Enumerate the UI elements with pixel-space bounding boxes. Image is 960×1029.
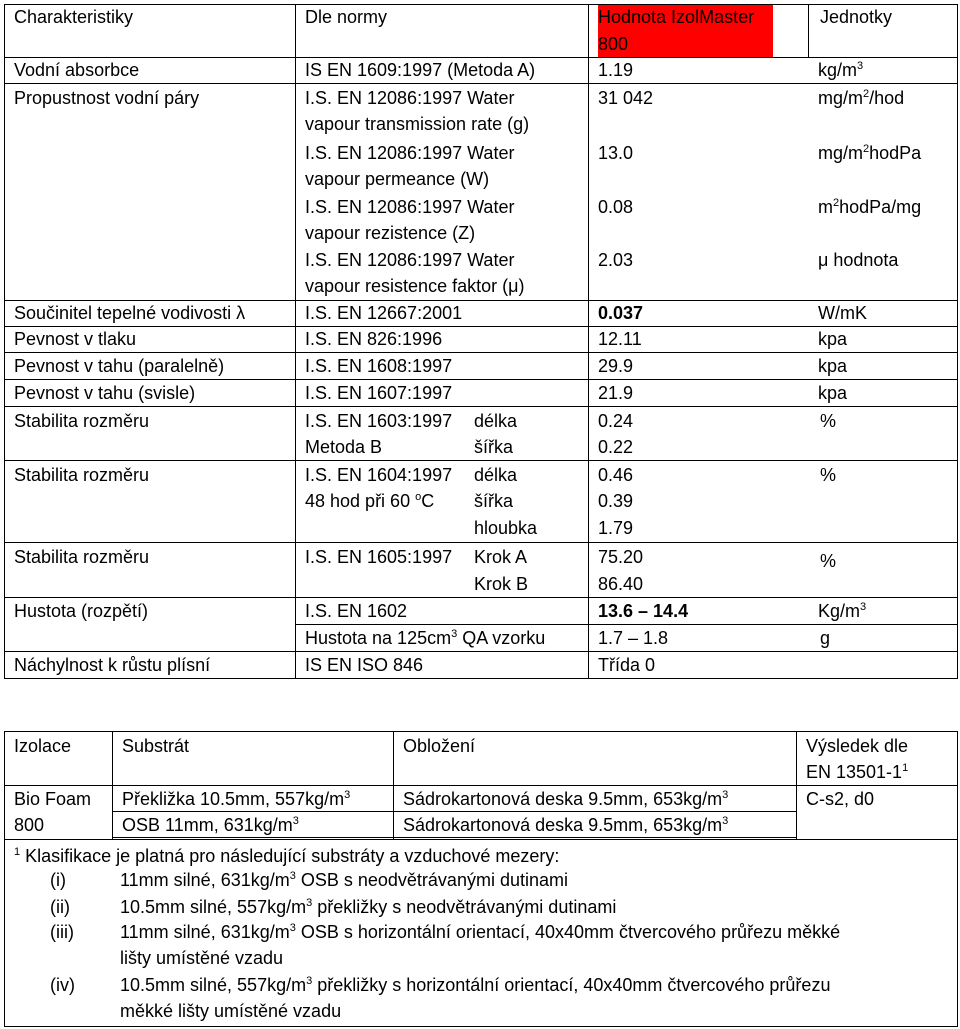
row-stability3-dim1: Krok A [474, 547, 528, 567]
row-density-qa-unit: g [820, 628, 831, 648]
row-thermal-norm: I.S. EN 12667:2001 [305, 303, 463, 323]
row-stability3-value2: 86.40 [598, 574, 644, 594]
row-density-qa-norm: Hustota na $125cm^3$ QA vzorku [305, 628, 546, 648]
row-stability1-dim1: délka [474, 411, 518, 431]
row-compressive-name: Pevnost v tlaku [14, 329, 137, 349]
vapour-row3-norm2: vapour rezistence (Z) [305, 223, 476, 243]
vapour-row1-norm: I.S. EN 12086:1997 Water [305, 88, 515, 108]
row-density-unit: $Kg/m^3$ [818, 601, 867, 621]
footnote-item-text: 10.5mm silné, $557kg/m^3$ překližky s neodvětrávanými dutinami [120, 897, 617, 917]
row-tensile-perp-norm: I.S. EN 1607:1997 [305, 383, 453, 403]
footnote-item-text-line2: měkké lišty umístěné vzadu [120, 1001, 342, 1021]
row-stability2-name: Stabilita rozměru [14, 465, 150, 485]
row-tensile-parallel-value: 29.9 [598, 356, 634, 376]
row-stability3-dim2: Krok B [474, 574, 529, 594]
vapour-row4-norm: I.S. EN 12086:1997 Water [305, 250, 515, 270]
footnote-item-num: (ii) [50, 897, 70, 917]
header-value-line2: 800 [598, 34, 629, 54]
row-stability2-value1: 0.46 [598, 465, 634, 485]
t2-row1-cladding: Sádrokartonová deska 9.5mm, $653kg/m^3$ [403, 789, 729, 809]
t2-header-cladding: Obložení [403, 736, 476, 756]
row-stability1-dim2: šířka [474, 437, 514, 457]
row-stability1-norm: I.S. EN 1603:1997 [305, 411, 453, 431]
row-tensile-parallel-unit: kpa [818, 356, 848, 376]
row-stability3-norm: I.S. EN 1605:1997 [305, 547, 453, 567]
row-water-absorption-norm: IS EN 1609:1997 (Metoda A) [305, 60, 536, 80]
row-stability2-value2: 0.39 [598, 491, 634, 511]
t2-header-substrate: Substrát [122, 736, 190, 756]
footnote-item-num: (iii) [50, 922, 74, 942]
row-thermal-unit: W/mK [818, 303, 867, 323]
vapour-row2-norm2: vapour permeance (W) [305, 169, 490, 189]
t2-header-result-line1: Výsledek dle [806, 736, 909, 756]
t2-result: C-s2, d0 [806, 789, 875, 809]
row-stability2-norm2: 48 hod při 60 $^o$C [305, 491, 435, 511]
row-density-value: 13.6 – 14.4 [598, 601, 689, 621]
row-stability2-dim3: hloubka [474, 518, 538, 538]
row-vapour-name: Propustnost vodní páry [14, 88, 200, 108]
vapour-row2-norm: I.S. EN 12086:1997 Water [305, 143, 515, 163]
footnote-item-text: 10.5mm silné, $557kg/m^3$ překližky s horizontální orientací, 40x40mm čtvercového průřezu [120, 975, 831, 995]
row-density-name: Hustota (rozpětí) [14, 601, 149, 621]
t2-row2-substrate: OSB 11mm, $631kg/m^3$ [122, 815, 299, 835]
footnote-intro: $^1$ Klasifikace je platná pro následující substráty a vzduchové mezery: [14, 846, 560, 866]
row-stability1-value1: 0.24 [598, 411, 634, 431]
vapour-row4-norm2: vapour resistence faktor (μ) [305, 276, 525, 296]
footnote-item-text-line2: lišty umístěné vzadu [120, 948, 284, 968]
row-density-qa-value: 1.7 – 1.8 [598, 628, 669, 648]
row-mould-norm: IS EN ISO 846 [305, 655, 424, 675]
t2-header-result-line2: EN $13501-1^1$ [806, 762, 909, 782]
row-water-absorption-value: 1.19 [598, 60, 634, 80]
row-thermal-value: 0.037 [598, 303, 644, 323]
row-stability3-value1: 75.20 [598, 547, 644, 567]
row-stability2-norm: I.S. EN 1604:1997 [305, 465, 453, 485]
t2-product-line1: Bio Foam [14, 789, 92, 809]
header-characteristics: Charakteristiky [14, 7, 134, 27]
t2-row2-cladding: Sádrokartonová deska 9.5mm, $653kg/m^3$ [403, 815, 729, 835]
vapour-row4-unit: μ hodnota [818, 250, 899, 270]
row-tensile-perp-unit: kpa [818, 383, 848, 403]
vapour-row3-unit: $m^2hodPa/mg$ [818, 197, 922, 217]
row-thermal-name: Součinitel tepelné vodivosti λ [14, 303, 246, 323]
vapour-row3-norm: I.S. EN 12086:1997 Water [305, 197, 515, 217]
row-tensile-parallel-norm: I.S. EN 1608:1997 [305, 356, 453, 376]
row-mould-value: Třída 0 [598, 655, 656, 675]
row-stability1-norm2: Metoda B [305, 437, 383, 457]
row-water-absorption-name: Vodní absorbce [14, 60, 140, 80]
vapour-row2-value: 13.0 [598, 143, 634, 163]
vapour-row4-value: 2.03 [598, 250, 634, 270]
row-stability2-dim2: šířka [474, 491, 514, 511]
footnote-item-text: 11mm silné, $631kg/m^3$ OSB s neodvětrávanými dutinami [120, 870, 568, 890]
vapour-row2-unit: $mg/m^2hodPa$ [818, 143, 922, 163]
row-stability1-name: Stabilita rozměru [14, 411, 150, 431]
vapour-row3-value: 0.08 [598, 197, 634, 217]
vapour-row1-unit: $mg/m^2$/hod [818, 88, 905, 108]
row-tensile-perp-name: Pevnost v tahu (svisle) [14, 383, 196, 403]
row-compressive-unit: kpa [818, 329, 848, 349]
row-mould-name: Náchylnost k růstu plísní [14, 655, 211, 675]
t2-product-line2: 800 [14, 815, 45, 835]
row-compressive-value: 12.11 [598, 329, 642, 349]
footnote-item-num: (iv) [50, 975, 75, 995]
row-stability2-dim1: délka [474, 465, 518, 485]
header-norm: Dle normy [305, 7, 388, 27]
row-water-absorption-unit: $kg/m^3$ [818, 60, 864, 80]
row-stability1-unit: % [820, 411, 837, 431]
vapour-row1-norm2: vapour transmission rate (g) [305, 114, 530, 134]
row-stability1-value2: 0.22 [598, 437, 634, 457]
footnote-item-text: 11mm silné, $631kg/m^3$ OSB s horizontální orientací, 40x40mm čtvercového průřezu měkké [120, 922, 841, 942]
row-stability2-value3: 1.79 [598, 518, 634, 538]
row-density-norm: I.S. EN 1602 [305, 601, 408, 621]
row-stability3-unit: % [820, 551, 837, 571]
header-units: Jednotky [820, 7, 893, 27]
row-stability2-unit: % [820, 465, 837, 485]
row-compressive-norm: I.S. EN 826:1996 [305, 329, 443, 349]
footnote-item-num: (i) [50, 870, 66, 890]
t2-row1-substrate: Překližka 10.5mm, $557kg/m^3$ [122, 789, 351, 809]
row-stability3-name: Stabilita rozměru [14, 547, 150, 567]
row-tensile-parallel-name: Pevnost v tahu (paralelně) [14, 356, 225, 376]
t2-header-insulation: Izolace [14, 736, 72, 756]
row-tensile-perp-value: 21.9 [598, 383, 634, 403]
header-value-line1: Hodnota IzolMaster [598, 7, 755, 27]
vapour-row1-value: 31 042 [598, 88, 654, 108]
